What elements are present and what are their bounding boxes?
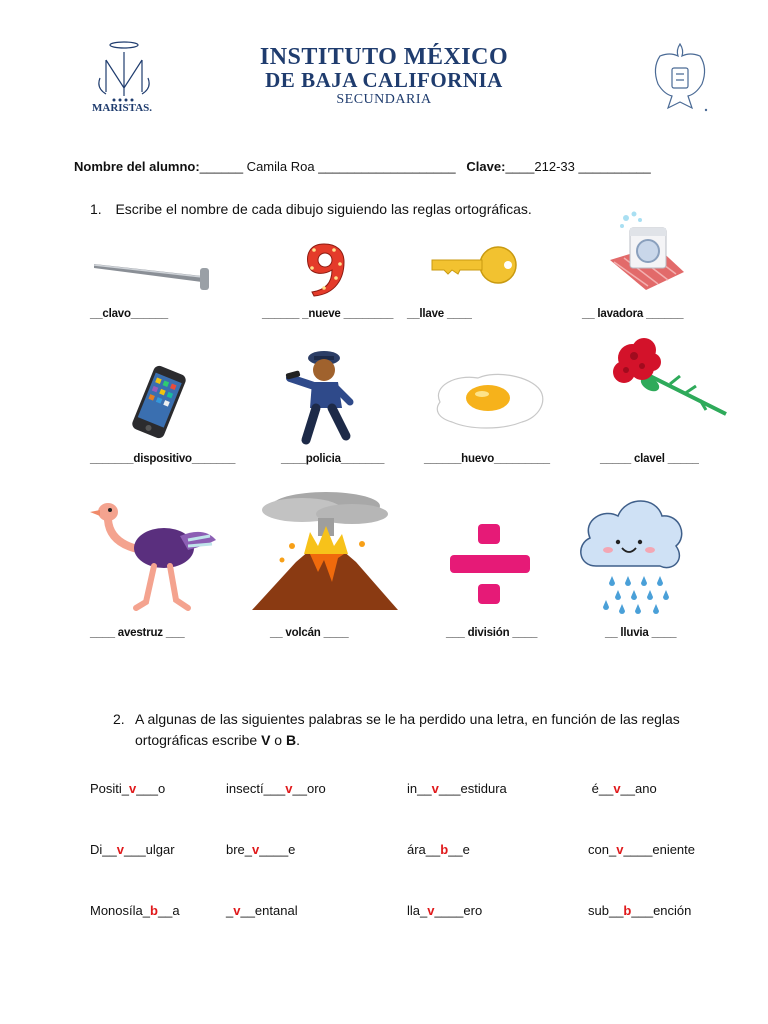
picture-label-7: ______huevo_________ [424,453,550,465]
answer-letter: v [613,781,621,796]
school-level: SECUNDARIA [336,92,432,107]
picture-label-4: __ lavadora ______ [582,308,684,320]
letter-v: V [261,732,271,748]
school-name-line1: INSTITUTO MÉXICO [259,44,509,70]
smartphone-icon [122,364,196,440]
clave-value: ____212-33 __________ [505,159,651,174]
answer-letter: v [285,781,293,796]
question-1-number: 1. [90,201,102,217]
answer-letter: b [623,903,632,918]
word-item-9: Monosíla_b__a [90,903,180,918]
question-1-text: Escribe el nombre de cada dibujo siguiendo las reglas ortográficas. [115,201,532,217]
key-icon [430,244,520,286]
word-item-7: ára__b__e [407,842,470,857]
student-info [74,144,651,174]
question-2 [113,709,733,751]
number-nine-icon [304,242,346,298]
student-name-label: Nombre del alumno: [74,159,200,174]
answer-letter: b [149,903,158,918]
school-crest [648,38,712,116]
eagle-crest-icon [648,38,712,116]
answer-letter: v [233,903,241,918]
picture-label-5: _______dispositivo_______ [90,453,236,465]
fried-egg-icon [430,372,546,432]
volcano-icon [252,488,398,614]
word-item-8: con_v____eniente [588,842,696,857]
word-item-11: lla_v____ero [407,903,483,918]
answer-letter: v [431,781,439,796]
picture-label-9: ____ avestruz ___ [90,627,185,639]
answer-letter: v [252,842,260,857]
question-2-number: 2. [113,711,125,727]
picture-label-8: _____ clavel _____ [600,453,699,465]
ostrich-icon [84,500,222,612]
question-2-text-line1: A algunas de las siguientes palabras se le ha perdido una letra, en función de las reglas [135,711,680,727]
police-officer-icon [284,344,364,446]
word-item-1: Positi_v___o [90,781,166,796]
school-name-line2: DE BAJA CALIFORNIA [265,68,503,92]
question-2-text-line2: ortográficas escribe V o B. [135,732,300,748]
picture-label-3: __llave ____ [407,308,472,320]
carnation-icon [610,336,732,420]
clave-label: Clave: [466,159,506,174]
answer-letter: v [116,842,124,857]
answer-letter: v [427,903,435,918]
student-name-value: ______ Camila Roa ___________________ [199,159,456,174]
word-item-2: insectí___v__oro [226,781,326,796]
washing-machine-icon [604,210,688,298]
logo-text: MARISTAS. [92,102,153,114]
word-item-10: _v__entanal [226,903,298,918]
rain-cloud-icon [576,490,686,620]
picture-label-12: __ lluvia ____ [605,627,677,639]
word-item-6: bre_v____e [226,842,296,857]
division-icon [450,522,532,608]
picture-label-6: ____policia_______ [281,453,385,465]
nail-icon [92,256,218,292]
picture-label-10: __ volcán ____ [270,627,349,639]
letter-b: B [285,732,297,748]
picture-label-1: __clavo______ [90,308,168,320]
word-item-4: é__v__ano [588,781,657,796]
question-1 [90,199,532,220]
picture-label-11: ___ división ____ [446,627,538,639]
word-item-12: sub__b___ención [588,903,692,918]
answer-letter: v [129,781,137,796]
answer-letter: v [616,842,624,857]
picture-label-2: ______ _nueve ________ [262,308,394,320]
answer-letter: b [440,842,449,857]
word-item-5: Di__v___ulgar [90,842,175,857]
word-item-3: in__v___estidura [407,781,507,796]
